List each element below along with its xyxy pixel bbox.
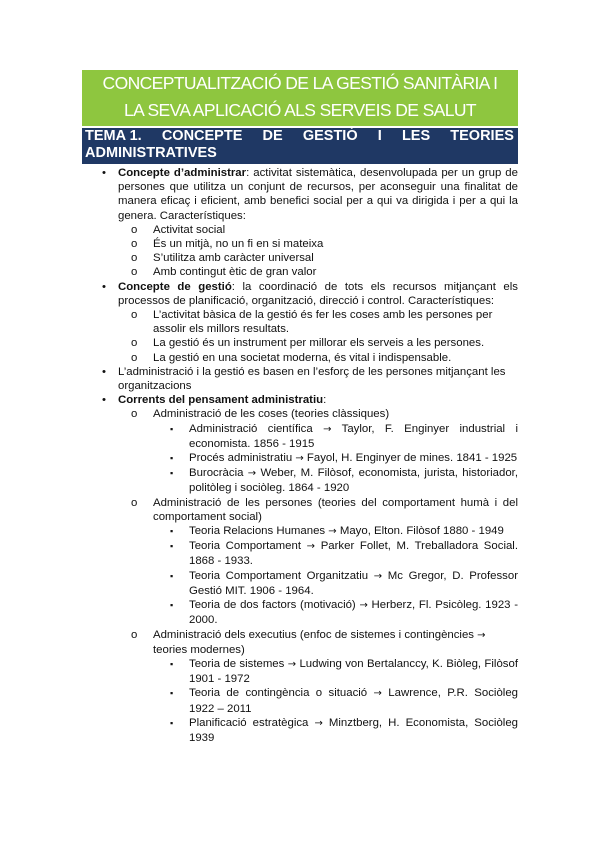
circle-marker: o	[131, 337, 138, 350]
sublist-item	[118, 628, 518, 746]
arrow-icon: →	[477, 629, 486, 641]
section-heading-line-1	[85, 128, 518, 145]
arrow-icon: →	[287, 658, 297, 670]
sublist-text: L’activitat bàsica de la gestió és fer les coses amb les persones per assolir els millors resultats.	[153, 309, 493, 336]
sublist-item	[118, 223, 518, 237]
sublist-item	[118, 237, 518, 251]
term-label: Corrents del pensament administratiu	[118, 394, 324, 407]
circle-marker: o	[131, 628, 138, 641]
nested-item	[153, 716, 518, 745]
arrow-icon: →	[373, 570, 383, 582]
bullet-marker: •	[102, 394, 106, 407]
square-marker: ▪	[170, 570, 174, 581]
section-heading	[82, 128, 518, 164]
theory-name: Administració científica	[189, 422, 324, 435]
term-definition: : la coordinació de tots els recursos mitjançant els processos de planificació, organització, direcció i control. Característiques:	[118, 280, 518, 307]
theory-author: Herberz, Fl. Psicòleg. 1923 - 2000.	[189, 599, 518, 627]
sublist-text: Amb contingut ètic de gran valor	[153, 266, 317, 279]
heading-word: DE	[262, 128, 283, 144]
square-marker: ▪	[170, 423, 174, 434]
nested-item	[153, 524, 518, 539]
nested-item	[153, 569, 518, 598]
group-label: Administració de les coses (teories clàssiques)	[153, 408, 390, 421]
group-label	[153, 628, 518, 657]
term-definition: : activitat sistemàtica, desenvolupada per un grup de persones que utilitza un conjunt de recursos, per aconseguir una finalitat de manera eficaç i eficient, amb benefici social per a qui va dirigida i per a qui la genera. Característiques:	[118, 167, 518, 222]
list-item-administrar	[82, 166, 518, 280]
theory-author: Weber, M. Filòsof, economista, jurista, historiador, politòleg i sociòleg. 1864 - 1920	[189, 467, 518, 495]
arrow-icon: →	[359, 600, 368, 612]
theory-name: Teoria Relacions Humanes	[189, 525, 329, 538]
arrow-icon: →	[328, 526, 337, 538]
nested-item	[153, 539, 518, 568]
arrow-icon: →	[314, 717, 323, 729]
theory-name: Teoria de sistemes	[189, 657, 288, 670]
nested-item	[153, 451, 518, 466]
group-label-text: Administració dels executius (enfoc de sistemes i contingències	[153, 628, 478, 641]
item-paragraph	[118, 166, 518, 223]
heading-word: I	[377, 128, 382, 144]
circle-marker: o	[131, 408, 138, 421]
nested-list	[153, 422, 518, 496]
term-label: Concepte de gestió	[118, 280, 232, 293]
square-marker: ▪	[170, 541, 174, 552]
title-line-2: LA SEVA APLICACIÓ ALS SERVEIS DE SALUT	[123, 100, 476, 120]
sublist-text: Activitat social	[153, 223, 226, 236]
list-item-corrents	[82, 393, 518, 745]
arrow-icon: →	[373, 688, 382, 700]
nested-list	[153, 524, 518, 627]
nested-item	[153, 466, 518, 495]
sublist	[118, 308, 518, 365]
sublist	[118, 407, 518, 745]
section-heading-line-2: ADMINISTRATIVES	[85, 145, 217, 161]
title-line-1: CONCEPTUALITZACIÓ DE LA GESTIÓ SANITÀRIA I	[102, 73, 498, 93]
item-paragraph: L’administració i la gestió es basen en l’esforç de les persones mitjançant les organitzacions	[118, 365, 506, 393]
circle-marker: o	[131, 309, 138, 322]
sublist-item	[118, 351, 518, 365]
theory-author: Lawrence, P.R. Sociòleg 1922 – 2011	[189, 687, 518, 715]
sublist-item	[118, 265, 518, 279]
theory-name: Planificació estratègica	[189, 716, 315, 729]
circle-marker: o	[131, 238, 138, 251]
heading-word: CONCEPTE	[161, 128, 243, 144]
document-title-banner	[82, 70, 518, 126]
theory-author: Mayo, Elton. Filòsof 1880 - 1949	[336, 525, 504, 538]
list-item-gestio	[82, 280, 518, 365]
theory-name: Teoria de dos factors (motivació)	[189, 599, 360, 612]
square-marker: ▪	[170, 658, 174, 669]
nested-item	[153, 598, 518, 627]
nested-list	[153, 657, 518, 745]
bullet-marker: •	[102, 365, 106, 378]
theory-author: Parker Follet, M. Treballadora Social. 1868 - 1933.	[189, 540, 518, 568]
arrow-icon: →	[306, 541, 316, 553]
group-label-text: teories modernes)	[153, 643, 245, 656]
main-bullet-list	[82, 166, 518, 745]
group-label: Administració de les persones (teories del comportament humà i del comportament social)	[153, 496, 518, 523]
bullet-marker: •	[102, 167, 106, 179]
square-marker: ▪	[170, 600, 174, 611]
nested-item	[153, 422, 518, 451]
list-item-esforc	[82, 365, 518, 393]
theory-author: Minztberg, H. Economista, Sociòleg 1939	[189, 716, 518, 744]
sublist-item	[118, 496, 518, 628]
term-label: Concepte d’administrar	[118, 167, 247, 179]
circle-marker: o	[131, 252, 138, 265]
theory-author: Fayol, H. Enginyer de mines. 1841 - 1925	[303, 452, 518, 465]
sublist-text: S’utilitza amb caràcter universal	[153, 252, 314, 265]
item-paragraph	[118, 280, 518, 308]
circle-marker: o	[131, 496, 138, 509]
item-paragraph	[118, 393, 518, 407]
square-marker: ▪	[170, 688, 174, 699]
arrow-icon: →	[295, 453, 304, 465]
theory-author: Ludwing von Bertalanccy, K. Biòleg, Filòsof 1901 - 1972	[189, 657, 518, 686]
sublist-text: És un mitjà, no un fi en si mateixa	[153, 238, 324, 251]
square-marker: ▪	[170, 526, 174, 537]
bullet-marker: •	[102, 280, 106, 293]
square-marker: ▪	[170, 468, 174, 479]
square-marker: ▪	[170, 717, 174, 728]
theory-name: Teoria de contingència o situació	[189, 687, 374, 700]
sublist-item	[118, 407, 518, 495]
theory-name: Burocràcia	[189, 467, 248, 480]
sublist-item	[118, 308, 518, 336]
heading-word: LES	[401, 128, 431, 144]
heading-word: TEORIES	[450, 128, 514, 144]
sublist-item	[118, 251, 518, 265]
theory-name: Teoria Comportament Organitzatiu	[189, 569, 374, 582]
nested-item	[153, 686, 518, 715]
sublist-text: La gestió en una societat moderna, és vital i indispensable.	[153, 351, 452, 364]
heading-word: TEMA 1.	[85, 128, 142, 144]
heading-word: GESTIÓ	[302, 128, 358, 144]
document-body	[82, 166, 518, 745]
circle-marker: o	[131, 351, 138, 364]
sublist-item	[118, 336, 518, 350]
arrow-icon: →	[247, 468, 257, 480]
circle-marker: o	[131, 223, 138, 236]
colon: :	[323, 394, 327, 407]
arrow-icon: →	[323, 423, 332, 435]
theory-author: Mc Gregor, D. Professor Gestió MIT. 1906 - 1964.	[189, 569, 518, 597]
sublist-text: La gestió és un instrument per millorar els serveis a les persones.	[153, 337, 485, 350]
theory-author: Taylor, F. Enginyer industrial i economista. 1856 - 1915	[189, 422, 518, 450]
sublist	[118, 223, 518, 280]
square-marker: ▪	[170, 453, 174, 464]
nested-item	[153, 657, 518, 686]
theory-name: Procés administratiu	[189, 452, 296, 465]
circle-marker: o	[131, 266, 138, 279]
theory-name: Teoria Comportament	[189, 540, 307, 553]
